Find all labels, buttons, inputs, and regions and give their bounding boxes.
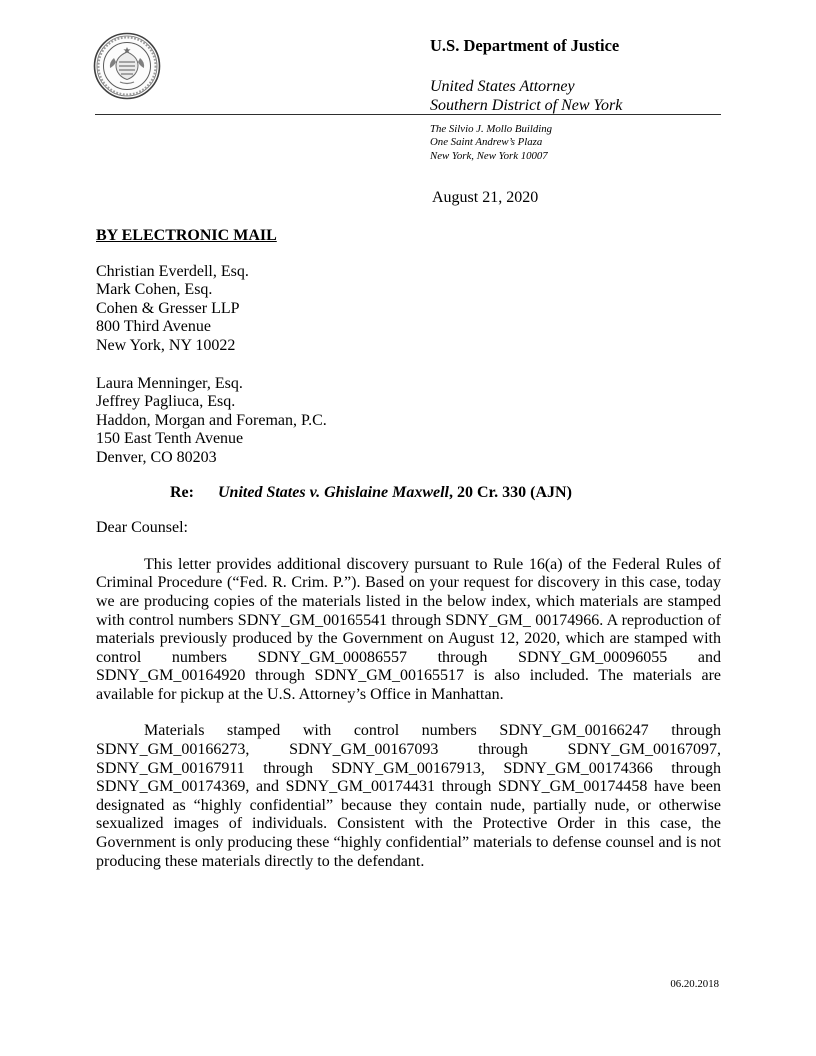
letterhead [430, 36, 725, 115]
office-line-1: United States Attorney [430, 78, 575, 95]
recipient-line: Cohen & Gresser LLP [96, 299, 240, 317]
letter-body [96, 227, 721, 871]
re-line [96, 484, 721, 503]
header-divider [95, 114, 721, 115]
office-line-2: Southern District of New York [430, 97, 623, 115]
doj-seal-icon [93, 32, 161, 100]
footer-version: 06.20.2018 [670, 978, 719, 990]
re-case-name: United States v. Ghislaine Maxwell [218, 483, 449, 501]
salutation: Dear Counsel: [96, 519, 188, 537]
office-address-line: One Saint Andrew’s Plaza [430, 136, 543, 149]
recipient-line: 800 Third Avenue [96, 318, 211, 336]
agency-name: U.S. Department of Justice [430, 36, 620, 55]
recipient-line: Haddon, Morgan and Foreman, P.C. [96, 411, 327, 429]
recipient-line: Mark Cohen, Esq. [96, 281, 213, 299]
delivery-method: BY ELECTRONIC MAIL [96, 227, 277, 244]
office-address-line: The Silvio J. Mollo Building [430, 123, 553, 135]
recipient-line: New York, NY 10022 [96, 336, 236, 354]
re-case-number: , 20 Cr. 330 (AJN) [448, 483, 572, 501]
re-label: Re: [170, 483, 194, 501]
office-address [430, 123, 552, 163]
recipient-block-1 [96, 263, 721, 356]
recipient-line: 150 East Tenth Avenue [96, 430, 244, 448]
body-paragraph-1: This letter provides additional discovery pursuant to Rule 16(a) of the Federal Rules of Criminal Procedure (“Fed. R. Crim. P.”). Based on your request for discovery in this case, today we are producing copies of the materials listed in the below index, which materials are stamped with control numbers SDNY_GM_00165541 through SDNY_GM_ 00174966. A reproduction of materials previously produced by the Government on August 12, 2020, which are stamped with control numbers SDNY_GM_00086557 through SDNY_GM_00096055 and SDNY_GM_00164920 through SDNY_GM_00165517 is also included. The materials are available for pickup at the U.S. Attorney’s Office in Manhattan. [96, 555, 721, 703]
letter-date: August 21, 2020 [432, 189, 539, 206]
office-name [430, 77, 725, 115]
recipient-line: Denver, CO 80203 [96, 448, 217, 466]
recipient-block-2 [96, 375, 721, 468]
recipient-line: Jeffrey Pagliuca, Esq. [96, 393, 236, 411]
office-address-line: New York, New York 10007 [430, 149, 548, 162]
recipient-line: Christian Everdell, Esq. [96, 262, 249, 280]
body-paragraph-2: Materials stamped with control numbers SDNY_GM_00166247 through SDNY_GM_00166273, SDNY_GM_00167093 through SDNY_GM_00167097, SDNY_GM_00167911 through SDNY_GM_00167913, SDNY_GM_00174366 through SDNY_GM_00174369, and SDNY_GM_00174431 through SDNY_GM_00174458 have been designated as “highly confidential” because they contain nude, partially nude, or otherwise sexualized images of individuals. Consistent with the Protective Order in this case, the Government is only producing these “highly confidential” materials to defense counsel and is not producing these materials directly to the defendant. [96, 722, 721, 870]
recipient-line: Laura Menninger, Esq. [96, 374, 243, 392]
